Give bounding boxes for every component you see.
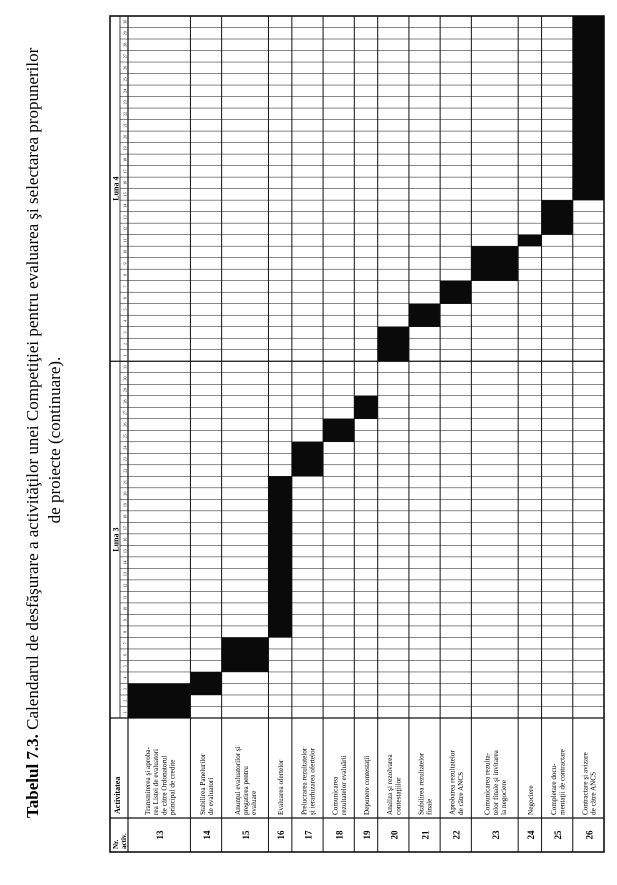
day-label: 22 xyxy=(122,111,128,116)
row-activity-text: mentaţii de contractare xyxy=(558,749,567,815)
day-label: 27 xyxy=(122,411,128,416)
day-label: 26 xyxy=(122,65,128,70)
table-frame xyxy=(110,16,604,852)
gantt-bar xyxy=(573,16,604,200)
gantt-bar xyxy=(409,304,440,327)
day-label: 28 xyxy=(122,42,128,47)
day-label: 24 xyxy=(122,445,128,450)
gantt-bar xyxy=(542,200,573,235)
row-activity-text: rea Listei de evaluatori xyxy=(152,748,161,815)
row-nr: 19 xyxy=(362,830,372,840)
day-label: 22 xyxy=(122,468,128,473)
row-nr: 13 xyxy=(155,830,166,840)
row-activity-text: de către ANCS xyxy=(456,771,465,815)
day-label: 15 xyxy=(122,192,128,197)
nr-header: Nr. xyxy=(112,839,120,849)
activity-schedule-table xyxy=(110,16,604,852)
row-nr: 21 xyxy=(420,830,431,840)
day-label: 11 xyxy=(122,238,128,243)
table-caption-label: Tabelul 7.3. xyxy=(23,734,42,818)
day-label: 1 xyxy=(122,711,128,714)
row-nr: 15 xyxy=(241,830,252,840)
row-nr: 17 xyxy=(303,830,314,840)
gantt-bar xyxy=(354,396,377,419)
day-label: 6 xyxy=(122,653,128,656)
row-nr: 14 xyxy=(202,830,213,840)
gantt-bar xyxy=(323,419,354,442)
row-activity-text: de către Ordonatorul xyxy=(160,755,169,815)
row-activity-text: Comunicarea rezulta- xyxy=(483,752,492,815)
day-label: 12 xyxy=(122,226,128,231)
nr-header-line2: activ. xyxy=(120,833,128,849)
day-label: 30 xyxy=(122,376,128,381)
row-nr: 22 xyxy=(451,830,462,840)
day-label: 8 xyxy=(122,273,128,276)
row-nr: 24 xyxy=(525,830,536,840)
day-label: 10 xyxy=(122,606,128,611)
day-label: 7 xyxy=(122,642,128,645)
gantt-bar xyxy=(471,246,518,281)
table-caption-text: Calendarul de desfăşurare a activităţilor unei Competiţiei pentru evaluarea şi selectarea propunerilor xyxy=(23,47,42,735)
day-label: 11 xyxy=(122,595,128,600)
day-label: 17 xyxy=(122,169,128,174)
row-activity-text: rezultatelor evaluării xyxy=(339,755,348,815)
row-activity-text: şi ierarhizarea ofertelor xyxy=(308,747,317,815)
gantt-bar xyxy=(268,476,291,637)
day-label: 8 xyxy=(122,630,128,633)
day-label: 25 xyxy=(122,434,128,439)
gantt-bar xyxy=(190,672,221,695)
day-label: 2 xyxy=(122,699,128,702)
row-activity-text: Depunere contestaţii xyxy=(363,755,371,815)
row-activity-text: finale xyxy=(425,798,434,815)
row-activity-text: Contractare şi avizare xyxy=(581,752,590,815)
table-caption-line1 xyxy=(23,47,42,818)
day-label: 19 xyxy=(122,146,128,151)
row-activity-text: Transmiterea şi aproba- xyxy=(143,747,152,815)
table-caption-line2: de proiecte (continuare). xyxy=(45,356,64,524)
day-label: 15 xyxy=(122,549,128,554)
row-nr: 18 xyxy=(334,830,345,840)
day-label: 3 xyxy=(122,688,128,691)
day-label: 26 xyxy=(122,422,128,427)
day-label: 20 xyxy=(122,491,128,496)
day-label: 4 xyxy=(122,676,128,679)
row-activity-text: la negociere xyxy=(499,780,508,815)
day-label: 14 xyxy=(122,203,128,208)
row-nr: 26 xyxy=(584,830,595,840)
day-label: 19 xyxy=(122,503,128,508)
row-activity-text: Negociere xyxy=(526,785,535,815)
activity-header: Activitatea xyxy=(113,776,122,814)
row-activity-text: principal de credite xyxy=(168,759,177,815)
day-label: 16 xyxy=(122,537,128,542)
day-label: 6 xyxy=(122,296,128,299)
day-label: 29 xyxy=(122,31,128,36)
day-label: 27 xyxy=(122,54,128,59)
day-label: 21 xyxy=(122,480,128,485)
day-label: 10 xyxy=(122,249,128,254)
day-label: 25 xyxy=(122,77,128,82)
row-nr: 20 xyxy=(389,830,400,840)
row-activity-text: Completare docu- xyxy=(550,763,559,815)
day-label: 18 xyxy=(122,514,128,519)
row-activity-text: Prelucrarea rezultatelor xyxy=(300,747,309,815)
day-label: 7 xyxy=(122,285,128,288)
day-label: 29 xyxy=(122,388,128,393)
day-label: 31 xyxy=(122,365,128,369)
day-label: 1 xyxy=(122,354,128,357)
row-activity-text: Anunţul evaluatorilor şi xyxy=(233,746,242,815)
gantt-bar xyxy=(222,637,269,672)
month4-header: Luna 4 xyxy=(111,176,121,201)
row-activity-text: evaluare xyxy=(250,790,259,815)
day-label: 13 xyxy=(122,215,128,220)
day-label: 12 xyxy=(122,583,128,588)
gantt-bar xyxy=(518,235,541,247)
row-activity-text: Analiza şi rezolvarea xyxy=(386,754,395,815)
day-label: 9 xyxy=(122,262,128,265)
row-activity-text: telor finale şi invitarea xyxy=(491,750,500,815)
day-label: 23 xyxy=(122,457,128,462)
day-label: 13 xyxy=(122,572,128,577)
row-nr: 16 xyxy=(276,830,287,840)
row-activity-text: contestaţiilor xyxy=(394,777,403,815)
row-activity-text: Evaluarea ofertelor xyxy=(277,759,286,815)
day-label: 2 xyxy=(122,342,128,345)
day-label: 28 xyxy=(122,399,128,404)
day-label: 30 xyxy=(122,19,128,24)
row-activity-text: de evaluatori xyxy=(207,777,216,815)
row-nr: 25 xyxy=(553,830,564,840)
day-label: 4 xyxy=(122,319,128,322)
row-activity-text: pregatirea pentru xyxy=(242,766,251,815)
day-label: 16 xyxy=(122,180,128,185)
row-activity-text: Stabilirea Panelurilor xyxy=(198,753,207,815)
day-label: 23 xyxy=(122,100,128,105)
day-label: 3 xyxy=(122,331,128,334)
row-activity-text: Aprobarea rezultatelor xyxy=(448,750,457,815)
day-label: 18 xyxy=(122,157,128,162)
row-activity-text: de către ANCS xyxy=(589,771,598,815)
day-label: 5 xyxy=(122,665,128,668)
gantt-bar xyxy=(440,281,471,304)
day-label: 24 xyxy=(122,88,128,93)
gantt-bar xyxy=(128,683,190,718)
row-activity-text: Stabilirea rezultatelor xyxy=(417,752,426,815)
month3-header: Luna 3 xyxy=(111,527,121,552)
day-label: 20 xyxy=(122,134,128,139)
day-label: 17 xyxy=(122,526,128,531)
gantt-bar xyxy=(292,442,323,477)
day-label: 5 xyxy=(122,308,128,311)
day-label: 14 xyxy=(122,560,128,565)
gantt-bar xyxy=(378,327,409,362)
row-nr: 23 xyxy=(490,830,501,840)
day-label: 21 xyxy=(122,123,128,128)
day-label: 9 xyxy=(122,619,128,622)
row-activity-text: Comunicarea xyxy=(331,776,340,815)
